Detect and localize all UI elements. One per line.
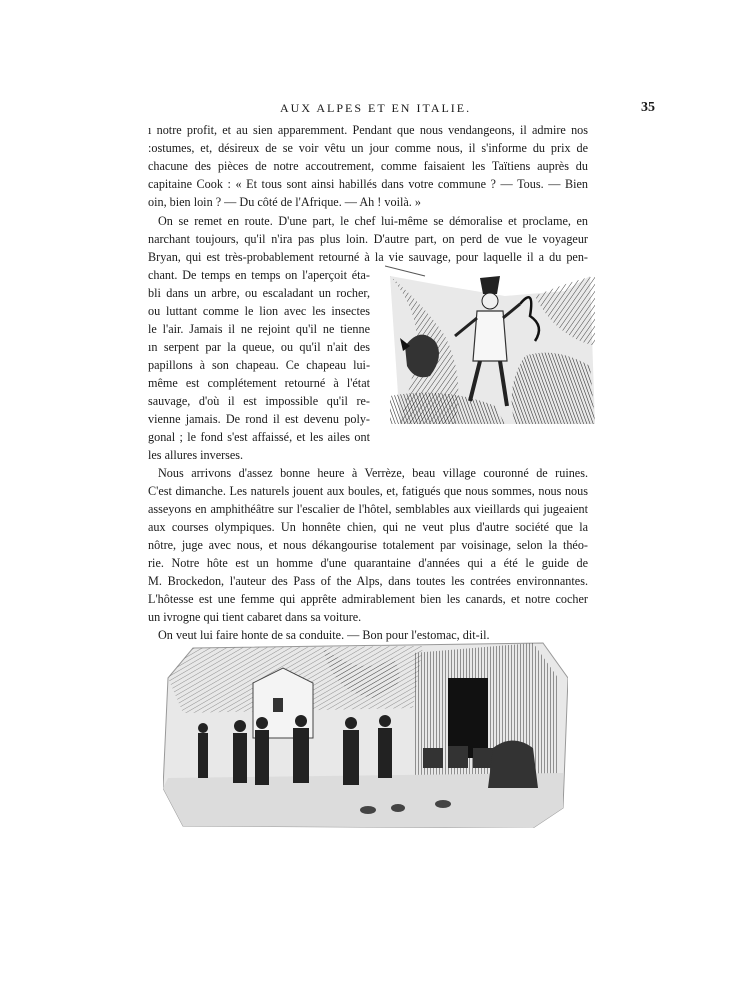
text-line: nôtre, juge avec nous, et nous dékangourise totalement par voisinage, selon la théo- xyxy=(148,538,588,552)
text-line: C'est dimanche. Les naturels jouent aux boules, et, fatigués que nous sommes, nous nous xyxy=(148,484,588,498)
text-line: gonal ; le fond s'est affaissé, et les ailes ont xyxy=(148,430,370,444)
text-line: aux courses olympiques. Un honnête chien, qui ne veut plus d'autre société que la xyxy=(148,520,588,534)
text-line: L'hôtesse est une femme qui apprête admirablement bien les canards, et notre cocher xyxy=(148,592,588,606)
text-line: même est complétement retourné à l'état xyxy=(148,376,370,390)
text-line: bli dans un arbre, ou escaladant un rocher, xyxy=(148,286,370,300)
text-line: un ivrogne qui tient cabaret dans sa voiture. xyxy=(148,610,362,624)
engraving-boy-with-snake xyxy=(385,256,595,424)
page-number: 35 xyxy=(641,100,655,115)
text-line: les allures inverses. xyxy=(148,448,244,462)
text-line: Bryan, qui est très-probablement retourné à la vie sauvage, pour laquelle il a du pen- xyxy=(148,250,588,264)
text-line: oin, bien loin ? — Du côté de l'Afrique. — Ah ! voilà. » xyxy=(148,195,421,209)
engraving-village-bowls-scene xyxy=(163,638,568,828)
text-line: chant. De temps en temps on l'aperçoit éta- xyxy=(148,268,370,282)
text-line: rie. Notre hôte est un homme d'une quarantaine d'années qui a été le guide de xyxy=(148,556,588,570)
text-line: On se remet en route. D'une part, le chef lui-même se démoralise et proclame, en xyxy=(158,214,588,228)
text-line: M. Brockedon, l'auteur des Pass of the Alps, dans toutes les contrées environnantes. xyxy=(148,574,588,588)
text-line: sauvage, d'où il est impossible qu'il re- xyxy=(148,394,370,408)
text-line: :ostumes, et, désireux de se voir vêtu un jour comme nous, il s'informe du prix de xyxy=(148,141,588,155)
text-line: asseyons en amphithéâtre sur l'escalier de l'hôtel, semblables aux vieillards qui jugeaient xyxy=(148,502,588,516)
text-line: ı notre profit, et au sien apparemment. Pendant que nous vendangeons, il admire nos xyxy=(148,123,588,137)
text-line: ou luttant comme le lion avec les insectes xyxy=(148,304,370,318)
page-header-title: AUX ALPES ET EN ITALIE. xyxy=(280,101,472,115)
text-line: papillons à son chapeau. Ce chapeau lui- xyxy=(148,358,370,372)
text-line: Nous arrivons d'assez bonne heure à Verrèze, beau village couronné de ruines. xyxy=(158,466,588,480)
text-line: ın serpent par la queue, ou qu'il n'ait des xyxy=(148,340,370,354)
text-line: vienne jamais. De rond il est devenu poly- xyxy=(148,412,370,426)
text-line: narchant toujours, qu'il n'ira pas plus loin. D'autre part, on perd de vue le voyageur xyxy=(148,232,588,246)
text-line: le l'air. Jamais il ne rejoint qu'il ne tienne xyxy=(148,322,370,336)
text-line: chacune des pièces de notre accoutrement, comme faisaient les Taïtiens auprès du xyxy=(148,159,588,173)
text-line: On veut lui faire honte de sa conduite. — Bon pour l'estomac, dit-il. xyxy=(158,628,490,642)
text-line: capitaine Cook : « Et tous sont ainsi habillés dans votre commune ? — Tous. — Bien xyxy=(148,177,588,191)
